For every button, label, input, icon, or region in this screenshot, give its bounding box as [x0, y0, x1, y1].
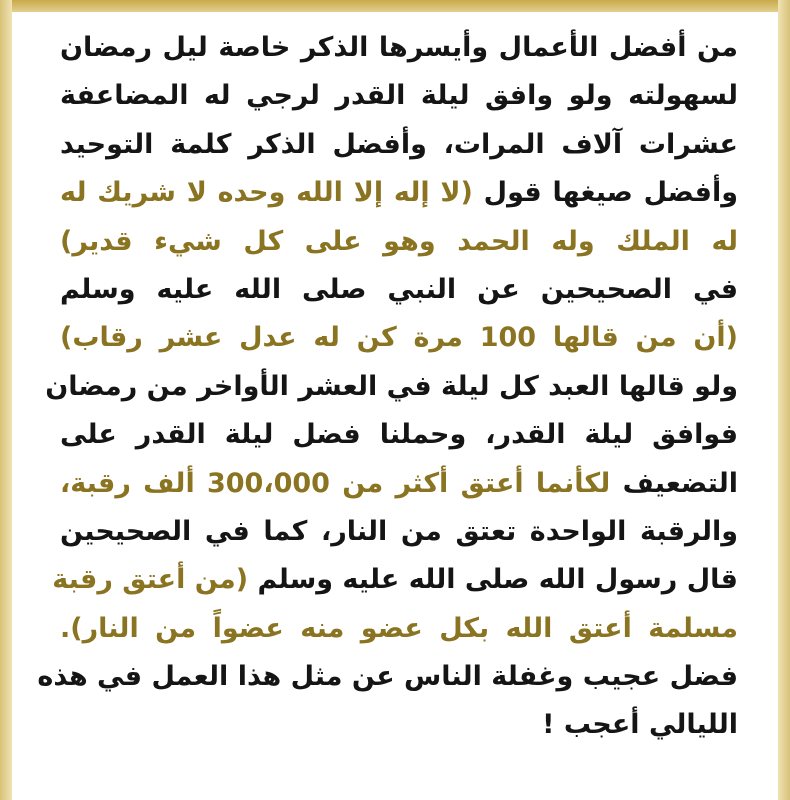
- document-page: [12, 12, 778, 800]
- text-line-5: [60, 218, 738, 266]
- text-line-4-content: وأفضل صيغها قول: [483, 177, 739, 209]
- text-line-1-content: من أفضل الأعمال وأيسرها الذكر خاصة ليل رمضان: [60, 32, 738, 63]
- text-line-10-quote: لكأنما أعتق أكثر من 300،000 ألف رقبة،: [60, 467, 611, 499]
- text-line-4-quote: (لا إله إلا الله وحده لا شريك له: [60, 177, 473, 209]
- frame-top-border: [0, 0, 790, 12]
- text-line-5-content: له الملك وله الحمد وهو على كل شيء قدير): [60, 225, 738, 257]
- text-line-10: [60, 460, 738, 508]
- text-line-13-content: مسلمة أعتق الله بكل عضو منه عضواً من النار).: [60, 612, 738, 644]
- text-line-15-content: الليالي أعجب !: [542, 709, 738, 741]
- text-line-10-content: التضعيف: [622, 467, 738, 499]
- text-line-2: [60, 72, 738, 120]
- text-line-15: [60, 701, 738, 749]
- text-line-6: [60, 266, 738, 314]
- text-line-7-content: (أن من قالها 100 مرة كن له عدل عشر رقاب): [60, 322, 738, 354]
- frame-left-border: [0, 0, 12, 800]
- text-line-9-content: فوافق ليلة القدر، وحملنا فضل ليلة القدر على: [60, 419, 738, 451]
- text-line-12-quote: (من أعتق رقبة: [52, 564, 249, 596]
- text-line-13: [60, 605, 738, 653]
- frame-right-border: [778, 0, 790, 800]
- text-line-2-content: لسهولته ولو وافق ليلة القدر لرجي له المضاعفة: [60, 80, 738, 112]
- text-line-6-content: في الصحيحين عن النبي صلى الله عليه وسلم: [60, 273, 738, 305]
- article-text: [37, 24, 739, 750]
- text-line-1: [60, 24, 738, 72]
- text-line-14-content: فضل عجيب وغفلة الناس عن مثل هذا العمل في هذه: [37, 661, 738, 693]
- text-line-8: [45, 363, 738, 411]
- text-line-12: [52, 556, 738, 604]
- text-line-8-content: ولو قالها العبد كل ليلة في العشر الأواخر من رمضان: [45, 370, 738, 402]
- text-line-9: [60, 411, 738, 459]
- text-line-12-content: قال رسول الله صلى الله عليه وسلم: [257, 564, 738, 596]
- text-line-11: [60, 508, 738, 556]
- text-line-11-content: والرقبة الواحدة تعتق من النار، كما في الصحيحين: [60, 515, 738, 547]
- text-line-3-content: عشرات آلاف المرات، وأفضل الذكر كلمة التوحيد: [60, 128, 738, 160]
- text-line-3: [60, 121, 738, 169]
- text-line-14: [37, 653, 738, 701]
- text-line-4: [60, 169, 738, 217]
- text-line-7: [60, 314, 738, 362]
